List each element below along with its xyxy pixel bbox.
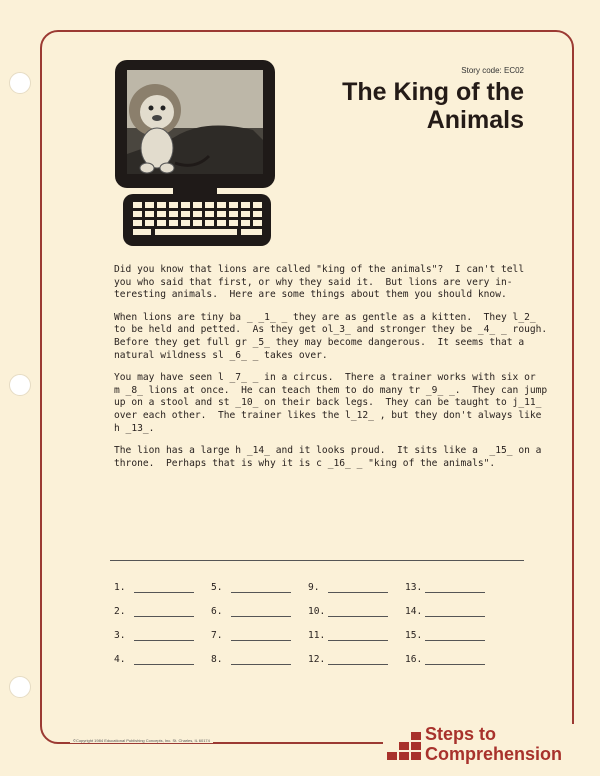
- answer-line[interactable]: [425, 580, 485, 593]
- divider: [110, 560, 524, 561]
- answer-4[interactable]: 4.: [114, 652, 194, 665]
- answer-line[interactable]: [231, 652, 291, 665]
- answer-3[interactable]: 3.: [114, 628, 194, 641]
- answer-line[interactable]: [134, 580, 194, 593]
- brand-name: [425, 724, 562, 764]
- answer-11[interactable]: 11.: [308, 628, 388, 641]
- brand-line-2: Comprehension: [425, 744, 563, 764]
- paragraph-3: You may have seen l _7_ _ in a circus. There a trainer works with six or m _8_ lions at once. He can teach them to do many tr _9_ _. They can jump up on a stool and st _10_ on their back legs. They can be taught to j_11_ over each other. The trainer likes the l_12_ , but they don't always like h _13_.: [114, 372, 548, 434]
- answer-2[interactable]: 2.: [114, 604, 194, 617]
- answer-line[interactable]: [134, 652, 194, 665]
- punch-hole-middle: [9, 374, 31, 396]
- answer-8[interactable]: 8.: [211, 652, 291, 665]
- story-text: [114, 264, 548, 480]
- answer-6[interactable]: 6.: [211, 604, 291, 617]
- computer-with-lion-icon: [113, 58, 279, 248]
- answer-line[interactable]: [134, 604, 194, 617]
- answer-16[interactable]: 16.: [405, 652, 485, 665]
- answer-15[interactable]: 15.: [405, 628, 485, 641]
- page-title: The King of the Animals: [342, 78, 524, 134]
- answer-1[interactable]: 1.: [114, 580, 194, 593]
- answer-line[interactable]: [231, 580, 291, 593]
- answer-line[interactable]: [425, 604, 485, 617]
- answer-9[interactable]: 9.: [308, 580, 388, 593]
- answer-7[interactable]: 7.: [211, 628, 291, 641]
- punch-hole-top: [9, 72, 31, 94]
- answer-line[interactable]: [425, 652, 485, 665]
- paragraph-4: The lion has a large h _14_ and it looks proud. It sits like a _15_ on a throne. Perhaps that is why it is c _16_ _ "king of the animals".: [114, 445, 542, 469]
- answer-line[interactable]: [328, 652, 388, 665]
- paragraph-1: Did you know that lions are called "king of the animals"? I can't tell you who said that first, or why they said it. But lions are very in- teresting animals. Here are some things about them you should know.: [114, 264, 525, 301]
- answer-line[interactable]: [231, 604, 291, 617]
- answer-line[interactable]: [328, 604, 388, 617]
- copyright-notice: ©Copyright 1984 Educational Publishing Concepts, Inc. St. Charles, IL 60174: [70, 738, 213, 743]
- answer-line[interactable]: [328, 580, 388, 593]
- answer-10[interactable]: 10.: [308, 604, 388, 617]
- paragraph-2: When lions are tiny ba _ _1_ _ they are as gentle as a kitten. They l_2_ to be held and petted. As they get ol_3_ and stronger they be _4_ _ rough. Before they get full gr _5_ they may become dangerous. It seems that a natural wildness sl _6_ _ takes over.: [114, 311, 548, 361]
- answer-14[interactable]: 14.: [405, 604, 485, 617]
- answer-line[interactable]: [231, 628, 291, 641]
- steps-logo-icon: [387, 732, 423, 762]
- answer-12[interactable]: 12.: [308, 652, 388, 665]
- brand-logo: [383, 724, 579, 768]
- answer-line[interactable]: [134, 628, 194, 641]
- answer-line[interactable]: [328, 628, 388, 641]
- answer-13[interactable]: 13.: [405, 580, 485, 593]
- story-code: Story code: EC02: [461, 66, 524, 75]
- punch-hole-bottom: [9, 676, 31, 698]
- brand-line-1: Steps to: [425, 724, 497, 744]
- answer-5[interactable]: 5.: [211, 580, 291, 593]
- answer-line[interactable]: [425, 628, 485, 641]
